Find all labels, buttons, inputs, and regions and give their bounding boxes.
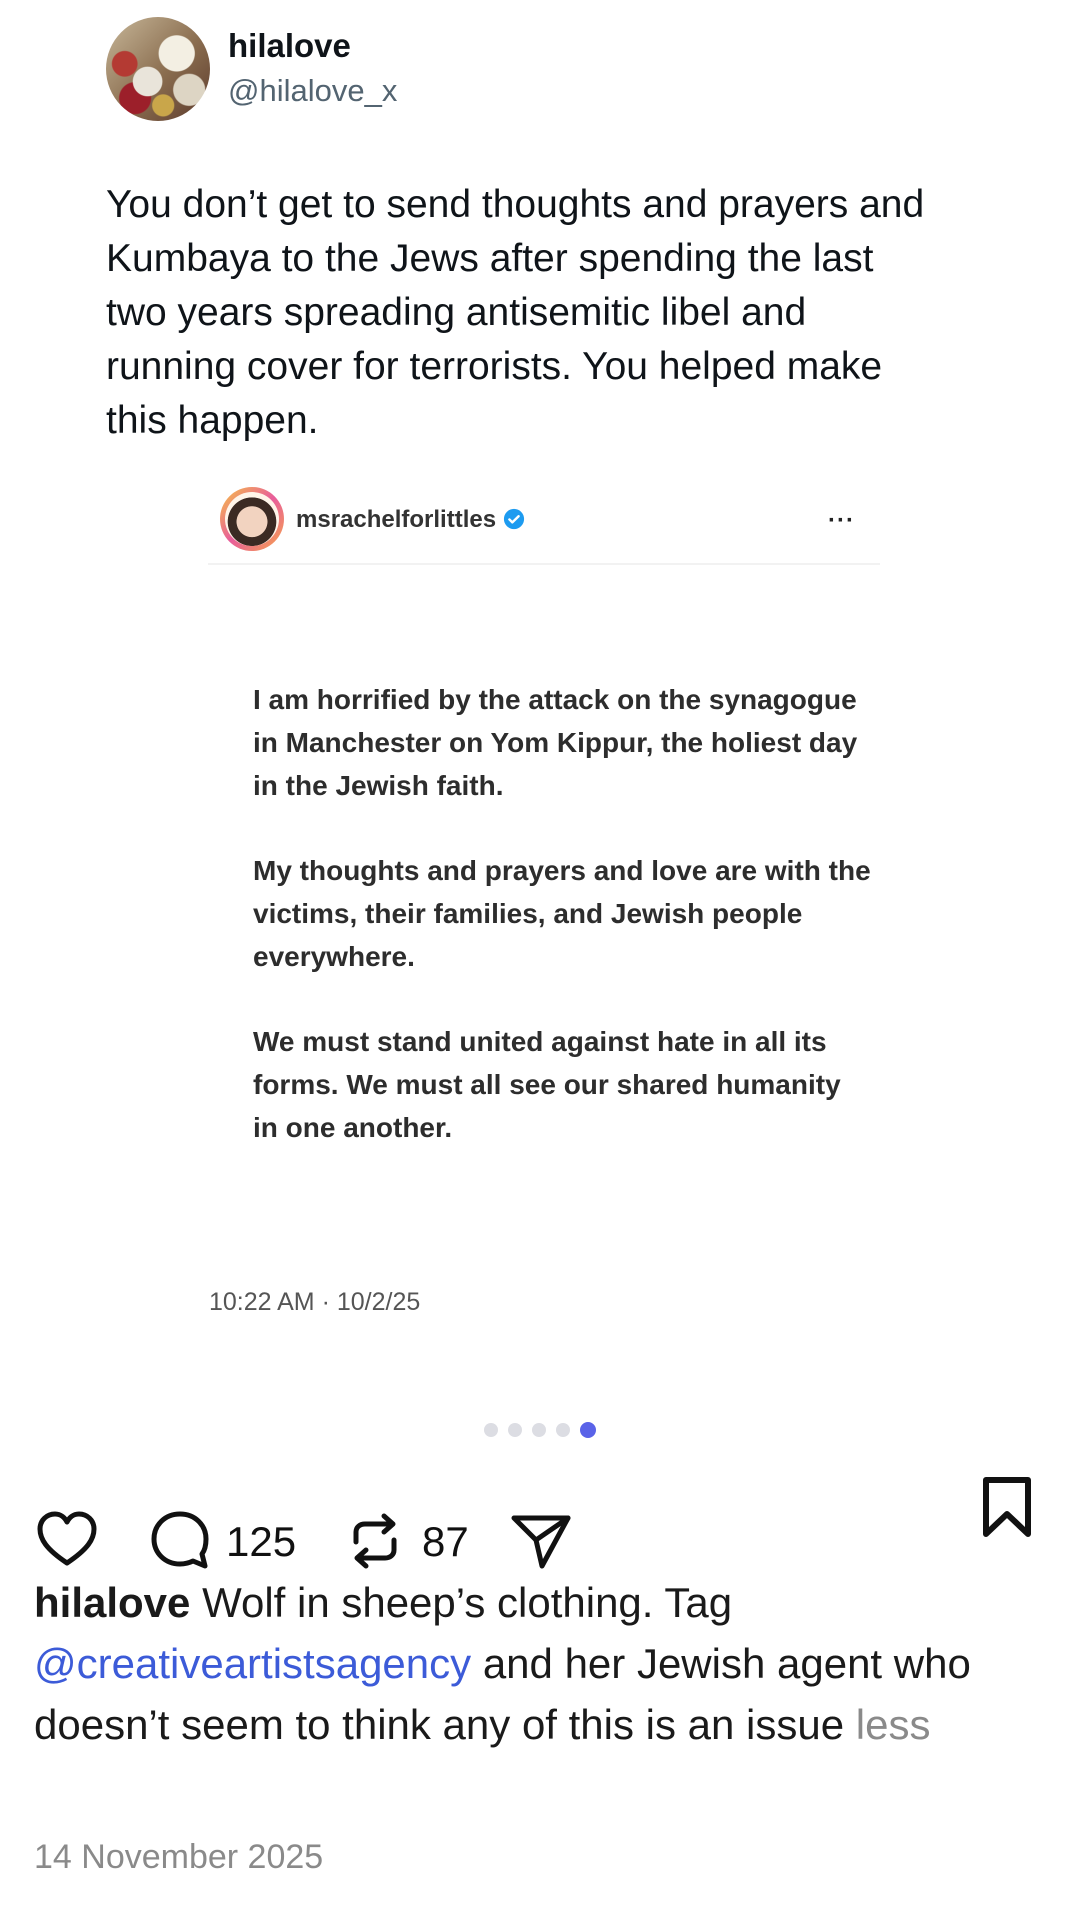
carousel-dot[interactable] [484,1423,498,1437]
repost-icon[interactable] [342,1508,408,1574]
caption-username[interactable]: hilalove [34,1579,191,1626]
tweet-author-handle: @hilalove_x [228,73,398,108]
embedded-post-avatar [220,487,284,551]
caption-mention-link[interactable]: @creativeartistsagency [34,1640,472,1687]
verified-badge-icon [503,508,525,530]
like-heart-icon[interactable] [34,1507,100,1573]
embedded-post-divider [208,563,880,565]
bookmark-icon[interactable] [974,1474,1040,1540]
repost-count: 87 [422,1518,469,1565]
carousel-dot[interactable] [532,1423,546,1437]
embedded-post-username: msrachelforlittles [296,506,497,533]
show-less-link[interactable]: less [855,1701,931,1748]
carousel-dot-active[interactable] [580,1422,596,1438]
more-options-icon: ··· [828,507,855,534]
embedded-post-timestamp: 10:22 AM · 10/2/25 [209,1288,421,1316]
tweet-author-avatar[interactable] [106,17,210,121]
comment-count: 125 [226,1518,297,1565]
statement-paragraph: We must stand united against hate in all its forms. We must all see our shared humanity in one another. [253,1026,841,1143]
comment-icon[interactable] [147,1508,213,1574]
carousel-dot[interactable] [508,1423,522,1437]
post-caption [34,1572,1054,1755]
carousel-indicator [484,1422,596,1438]
embedded-post-statement [253,678,873,1191]
carousel-dot[interactable] [556,1423,570,1437]
post-date: 14 November 2025 [34,1838,324,1876]
statement-paragraph: I am horrified by the attack on the synagogue in Manchester on Yom Kippur, the holiest day in the Jewish faith. [253,684,858,801]
share-send-icon[interactable] [508,1508,574,1574]
caption-text: and her Jewish agent who doesn’t seem to think any of this is an issue [34,1640,971,1748]
tweet-text: You don’t get to send thoughts and prayers and Kumbaya to the Jews after spending the last two years spreading antisemitic libel and running cover for terrorists. You helped make this happen. [106,183,925,442]
tweet-author-name: hilalove [228,27,351,64]
caption-text: Wolf in sheep’s clothing. Tag [190,1579,733,1626]
statement-paragraph: My thoughts and prayers and love are with the victims, their families, and Jewish people everywhere. [253,855,871,972]
